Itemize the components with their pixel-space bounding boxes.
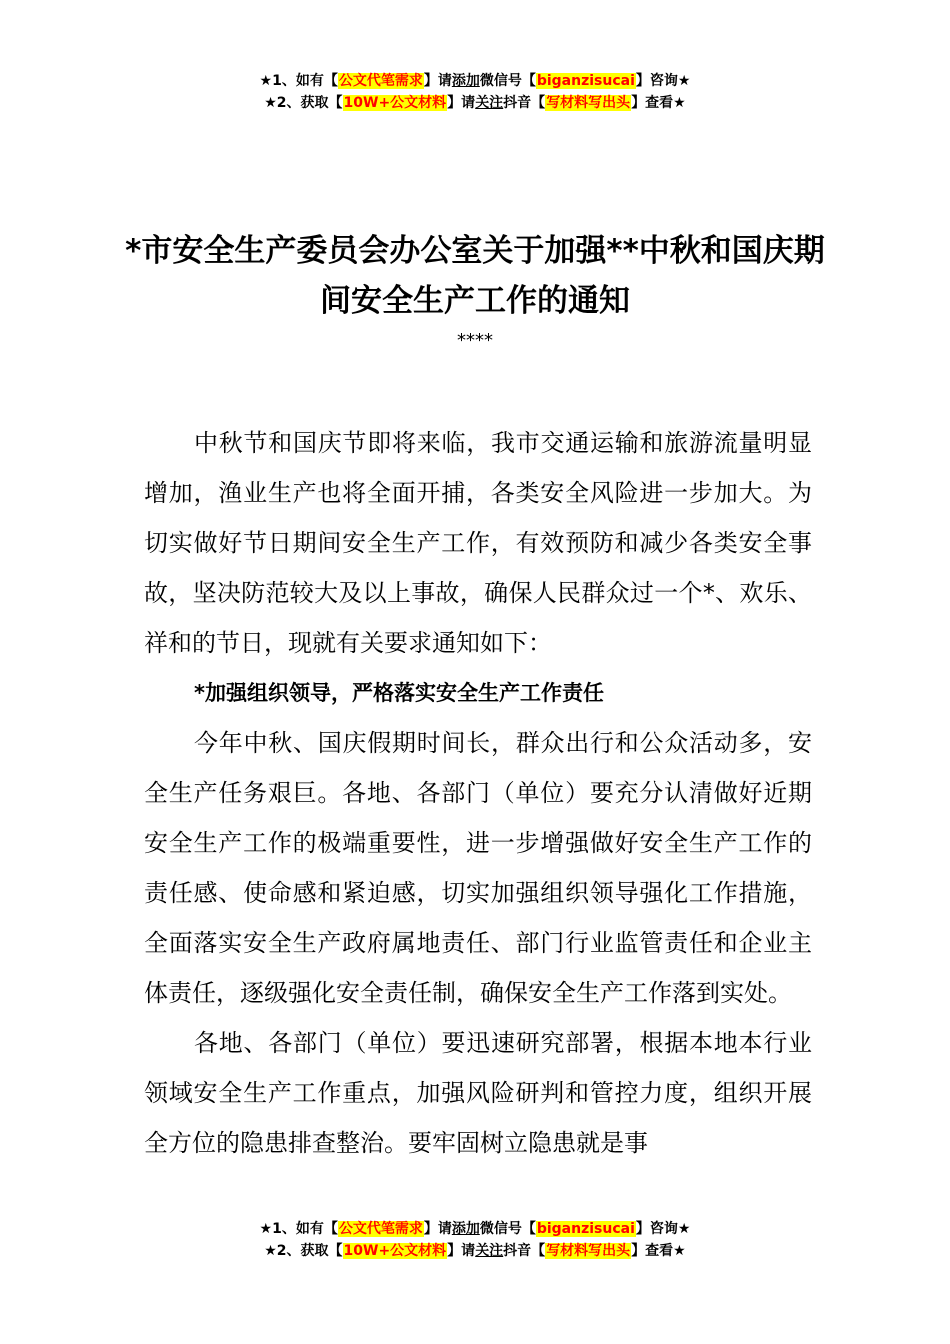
promo-header: [0, 70, 950, 114]
document-author: ****: [457, 330, 493, 351]
promo-highlight: 写材料写出头: [546, 95, 631, 111]
promo-highlight: 公文代笔需求: [338, 73, 423, 89]
document-title: *市安全生产委员会办公室关于加强**中秋和国庆期间安全生产工作的通知: [125, 233, 825, 319]
promo-line-2: [0, 1240, 950, 1262]
promo-highlight: 公文代笔需求: [338, 1221, 423, 1237]
promo-underline: 关注: [475, 1243, 504, 1259]
promo-footer: [0, 1218, 950, 1262]
document-body: [144, 418, 812, 1168]
promo-line-2: [0, 92, 950, 114]
promo-text: ★2、获取【: [264, 95, 343, 111]
promo-text: 微信号【: [479, 73, 536, 89]
section-heading: *加强组织领导，严格落实安全生产工作责任: [194, 681, 604, 705]
promo-underline: 添加: [451, 73, 480, 89]
promo-text: 】请: [447, 95, 476, 111]
promo-highlight: 10W+公文材料: [343, 1243, 447, 1259]
promo-line-1: [0, 1218, 950, 1240]
promo-line-1: [0, 70, 950, 92]
paragraph: 中秋节和国庆节即将来临，我市交通运输和旅游流量明显增加，渔业生产也将全面开捕，各类安全风险进一步加大。为切实做好节日期间安全生产工作，有效预防和减少各类安全事故，坚决防范较大及以上事故，确保人民群众过一个*、欢乐、祥和的节日，现就有关要求通知如下：: [144, 429, 812, 657]
promo-text: 】查看★: [631, 95, 686, 111]
promo-highlight: biganzisucai: [536, 1221, 635, 1237]
promo-text: 微信号【: [479, 1221, 536, 1237]
promo-text: 】请: [423, 1221, 452, 1237]
paragraph: 今年中秋、国庆假期时间长，群众出行和公众活动多，安全生产任务艰巨。各地、各部门（单位）要充分认清做好近期安全生产工作的极端重要性，进一步增强做好安全生产工作的责任感、使命感和紧迫感，切实加强组织领导强化工作措施，全面落实安全生产政府属地责任、部门行业监管责任和企业主体责任，逐级强化安全责任制，确保安全生产工作落到实处。: [144, 729, 812, 1007]
promo-highlight: 写材料写出头: [546, 1243, 631, 1259]
promo-text: ★1、如有【: [259, 1221, 338, 1237]
promo-underline: 关注: [475, 95, 504, 111]
promo-text: 】请: [423, 73, 452, 89]
promo-text: ★2、获取【: [264, 1243, 343, 1259]
promo-text: 抖音【: [503, 1243, 546, 1259]
promo-text: 抖音【: [503, 95, 546, 111]
promo-underline: 添加: [451, 1221, 480, 1237]
promo-text: 】咨询★: [635, 73, 691, 89]
promo-text: ★1、如有【: [259, 73, 338, 89]
promo-text: 】请: [447, 1243, 476, 1259]
promo-highlight: 10W+公文材料: [343, 95, 447, 111]
promo-text: 】查看★: [631, 1243, 686, 1259]
promo-text: 】咨询★: [635, 1221, 691, 1237]
paragraph: 各地、各部门（单位）要迅速研究部署，根据本地本行业领域安全生产工作重点，加强风险研判和管控力度，组织开展全方位的隐患排查整治。要牢固树立隐患就是事: [144, 1029, 812, 1157]
promo-highlight: biganzisucai: [536, 73, 635, 89]
